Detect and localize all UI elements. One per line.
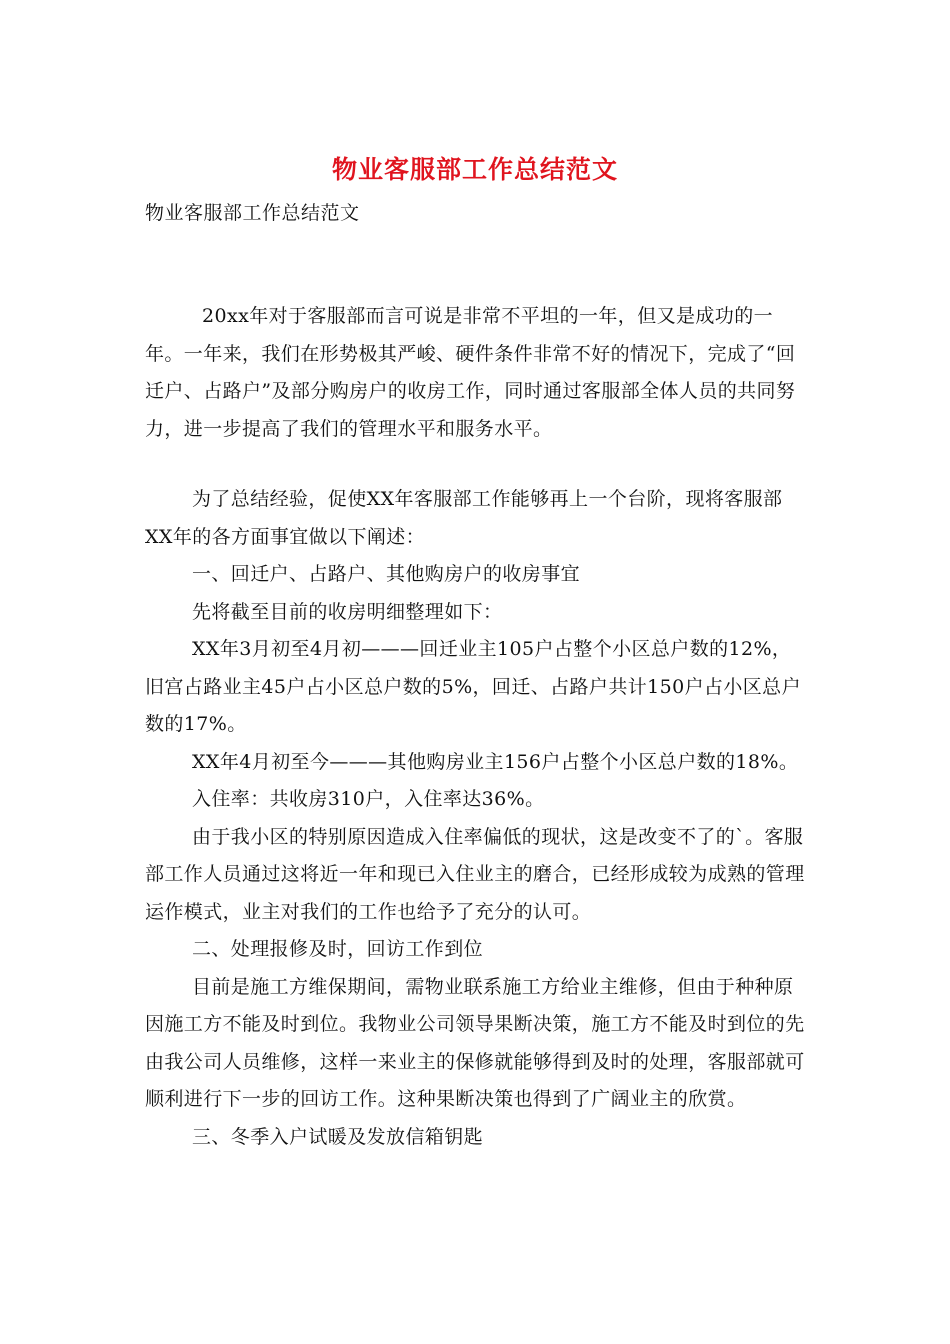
paragraph-repair: 目前是施工方维保期间，需物业联系施工方给业主维修，但由于种种原因施工方不能及时到位。我物业公司领导果断决策，施工方不能及时到位的先由我公司人员维修，这样一来业主的保修就能够得到及时的处理，客服部就可顺利进行下一步的回访工作。这种果断决策也得到了广阔业主的欣赏。 [145,975,805,1110]
paragraph-occupancy: 入住率：共收房310户，入住率达36%。 [192,788,545,810]
paragraph-detail-1: XX年3月初至4月初———回迁业主105户占整个小区总户数的12%，旧宫占路业主45户占小区总户数的5%，回迁、占路户共计150户占小区总户数的17%。 [145,638,801,735]
main-block [145,481,810,1156]
intro-block [145,298,810,448]
section-heading-2: 二、处理报修及时，回访工作到位 [192,938,484,960]
document-subtitle: 物业客服部工作总结范文 [145,202,360,224]
section-heading-1: 一、回迁户、占路户、其他购房户的收房事宜 [192,563,581,585]
section-heading-3: 三、冬季入户试暖及发放信箱钥匙 [192,1125,484,1148]
document-title: 物业客服部工作总结范文 [331,155,618,184]
paragraph-list-intro: 先将截至目前的收房明细整理如下： [192,600,503,623]
paragraph-intro: 20xx年对于客服部而言可说是非常不平坦的一年，但又是成功的一年。一年来，我们在形势极其严峻、硬件条件非常不好的情况下，完成了“回迁户、占路户”及部分购房户的收房工作，同时通过客服部全体人员的共同努力，进一步提高了我们的管理水平和服务水平。 [145,305,796,440]
paragraph-status: 由于我小区的特别原因造成入住率偏低的现状，这是改变不了的`。客服部工作人员通过这将近一年和现已入住业主的磨合，已经形成较为成熟的管理运作模式，业主对我们的工作也给予了充分的认可。 [145,825,805,923]
paragraph-detail-2: XX年4月初至今———其他购房业主156户占整个小区总户数的18%。 [192,750,799,773]
paragraph-purpose: 为了总结经验，促使XX年客服部工作能够再上一个台阶，现将客服部XX年的各方面事宜做以下阐述： [145,488,783,548]
